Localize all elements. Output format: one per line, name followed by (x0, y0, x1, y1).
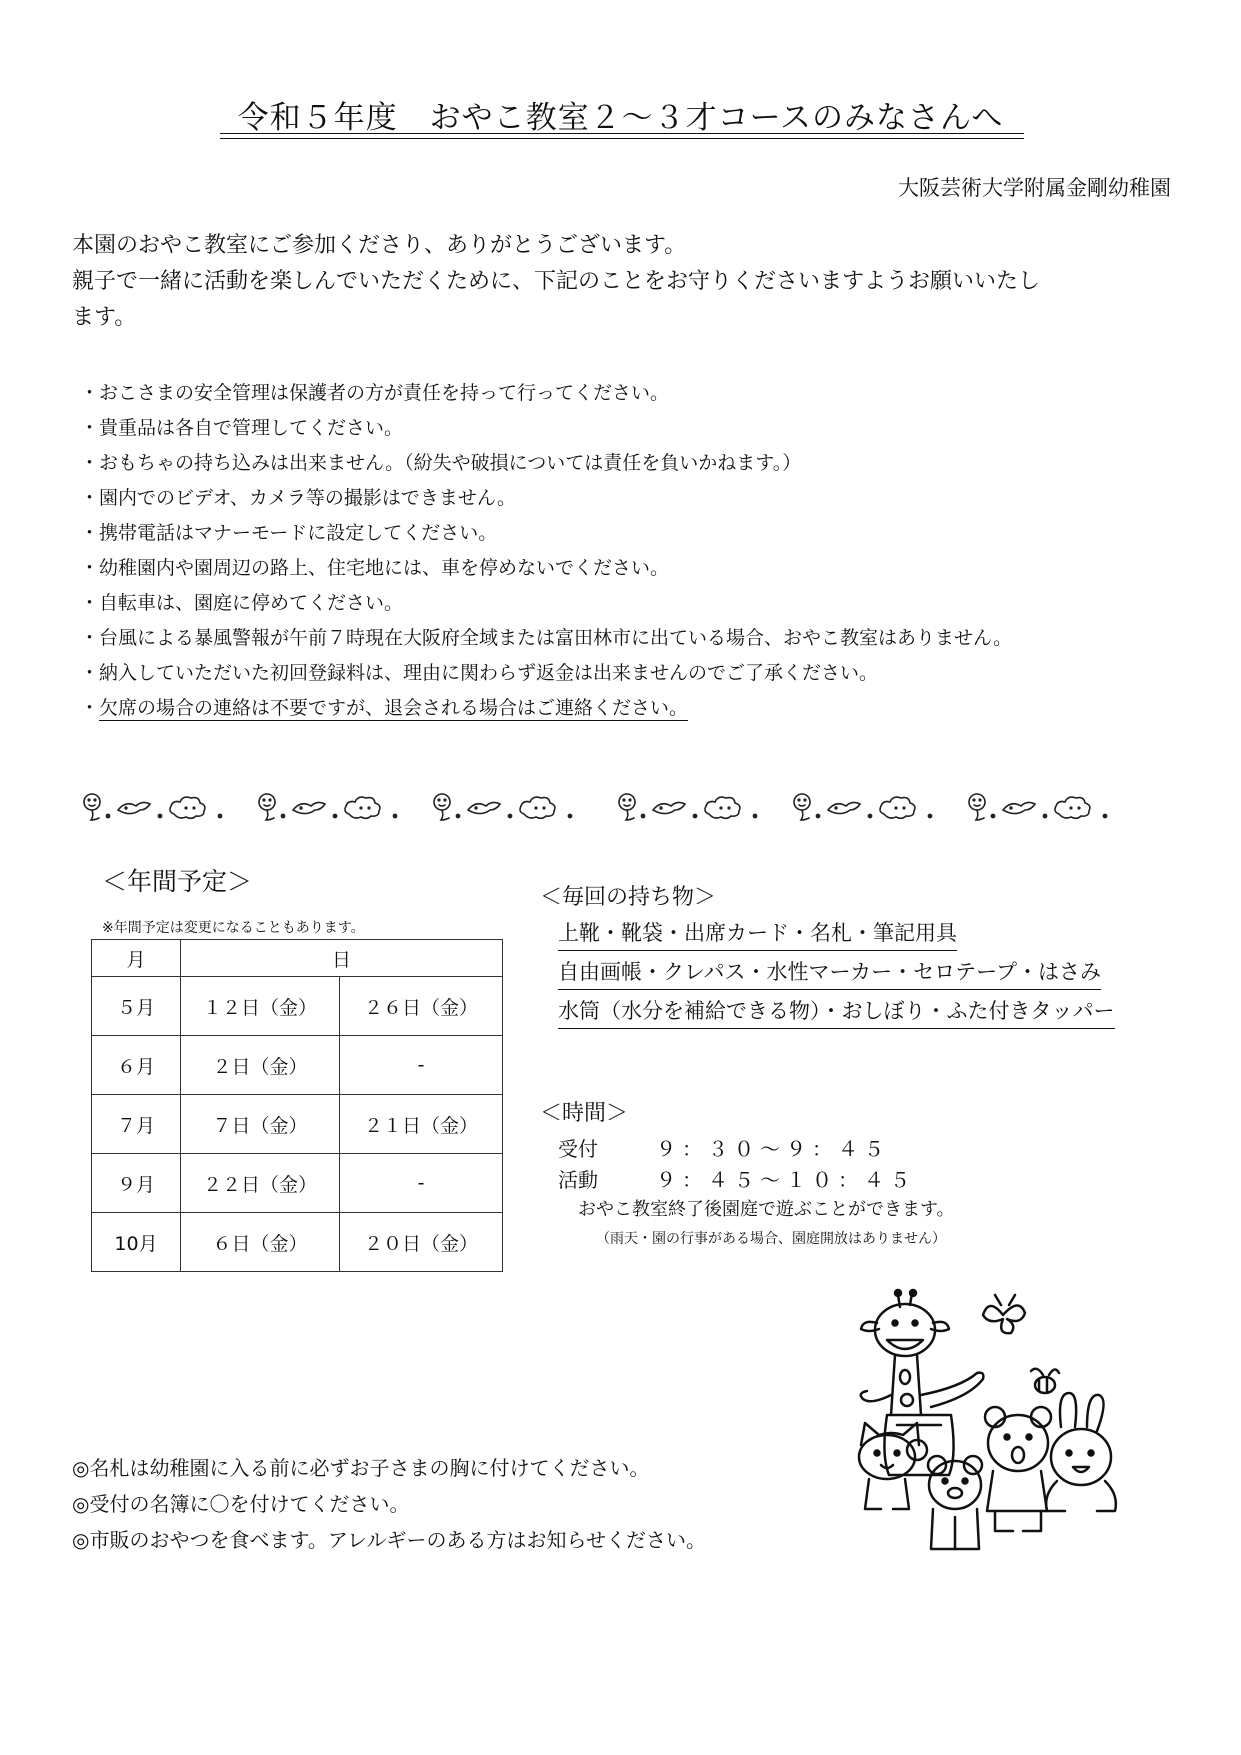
table-row (92, 1095, 503, 1154)
activity-time-row (558, 1164, 916, 1193)
cell-month: ６月 (92, 1036, 181, 1095)
rule-item: ・園内でのビデオ、カメラ等の撮影はできません。 (80, 487, 517, 509)
rule-underlined-text: 欠席の場合の連絡は不要ですが、退会される場合はご連絡ください。 (99, 697, 689, 719)
rule-bullet: ・ (80, 697, 100, 719)
giraffe-and-animals-illustration-icon (855, 1285, 1155, 1565)
rule-item: ・携帯電話はマナーモードに設定してください。 (80, 522, 498, 544)
organization-name: 大阪芸術大学附属金剛幼稚園 (898, 176, 1171, 200)
cell-day2: ２１日（金） (340, 1095, 503, 1154)
table-row (92, 1154, 503, 1213)
page-title: 令和５年度 おやこ教室２～３才コースのみなさんへ (237, 100, 1004, 136)
header-day: 日 (181, 940, 503, 977)
title-double-underline-top (220, 133, 1024, 134)
reception-time-row (558, 1133, 890, 1162)
time-note-small: （雨天・園の行事がある場合、園庭開放はありません） (596, 1231, 946, 1247)
cell-month: ９月 (92, 1154, 181, 1213)
cell-day2: ２０日（金） (340, 1213, 503, 1272)
title-double-underline-bottom (220, 138, 1024, 139)
table-header-row (92, 940, 503, 977)
rule-item: ・おこさまの安全管理は保護者の方が責任を持って行ってください。 (80, 382, 670, 404)
rule-item-underlined (80, 690, 688, 726)
rule-item: ・納入していただいた初回登録料は、理由に関わらず返金は出来ませんのでご了承ください。 (80, 662, 879, 684)
rule-item: ・貴重品は各自で管理してください。 (80, 417, 404, 439)
activity-value: ９：４５～１０：４５ (656, 1168, 916, 1192)
belongings-heading: ＜毎回の持ち物＞ (540, 885, 717, 910)
note-item: ◎名札は幼稚園に入る前に必ずお子さまの胸に付けてください。 (72, 1456, 650, 1480)
rule-item: ・幼稚園内や園周辺の路上、住宅地には、車を停めないでください。 (80, 557, 670, 579)
balloon-bird-cloud-border-icon (82, 788, 1142, 828)
schedule-heading: ＜年間予定＞ (102, 867, 253, 896)
activity-label: 活動 (558, 1168, 598, 1192)
table-row (92, 1213, 503, 1272)
note-item: ◎受付の名簿に〇を付けてください。 (72, 1492, 410, 1516)
time-note: おやこ教室終了後園庭で遊ぶことができます。 (578, 1199, 955, 1220)
note-item: ◎市販のおやつを食べます。アレルギーのある方はお知らせください。 (72, 1528, 706, 1552)
reception-label: 受付 (558, 1137, 598, 1161)
belongings-line: 自由画帳・クレパス・水性マーカー・セロテープ・はさみ (558, 956, 1101, 990)
cell-day2: ２６日（金） (340, 977, 503, 1036)
belongings-line: 上靴・靴袋・出席カード・名札・筆記用具 (558, 917, 957, 951)
intro-line-2: 親子で一緒に活動を楽しんでいただくために、下記のことをお守りくださいますようお願いいたし (72, 269, 1041, 294)
reception-value: ９：３０～９：４５ (656, 1137, 890, 1161)
cell-month: ７月 (92, 1095, 181, 1154)
table-row (92, 977, 503, 1036)
cell-day1: ２２日（金） (181, 1154, 340, 1213)
cell-day1: ６日（金） (181, 1213, 340, 1272)
rule-item: ・おもちゃの持ち込みは出来ません。（紛失や破損については責任を負いかねます。） (80, 452, 802, 474)
schedule-note: ※年間予定は変更になることもあります。 (102, 920, 365, 936)
rule-item: ・台風による暴風警報が午前７時現在大阪府全域または富田林市に出ている場合、おやこ教室はありません。 (80, 627, 1013, 649)
cell-day1: ７日（金） (181, 1095, 340, 1154)
header-month: 月 (92, 940, 181, 977)
table-row (92, 1036, 503, 1095)
rule-item: ・自転車は、園庭に停めてください。 (80, 592, 404, 614)
cell-day1: １２日（金） (181, 977, 340, 1036)
belongings-line: 水筒（水分を補給できる物）・おしぼり・ふた付きタッパー (558, 995, 1115, 1029)
cell-month: 10月 (92, 1213, 181, 1272)
time-heading: ＜時間＞ (540, 1101, 629, 1126)
cell-month: ５月 (92, 977, 181, 1036)
cell-day2: - (340, 1036, 503, 1095)
schedule-table (91, 939, 503, 1272)
intro-line-1: 本園のおやこ教室にご参加くださり、ありがとうございます。 (72, 233, 687, 258)
cell-day2: - (340, 1154, 503, 1213)
intro-line-3: ます。 (72, 305, 137, 330)
cell-day1: ２日（金） (181, 1036, 340, 1095)
